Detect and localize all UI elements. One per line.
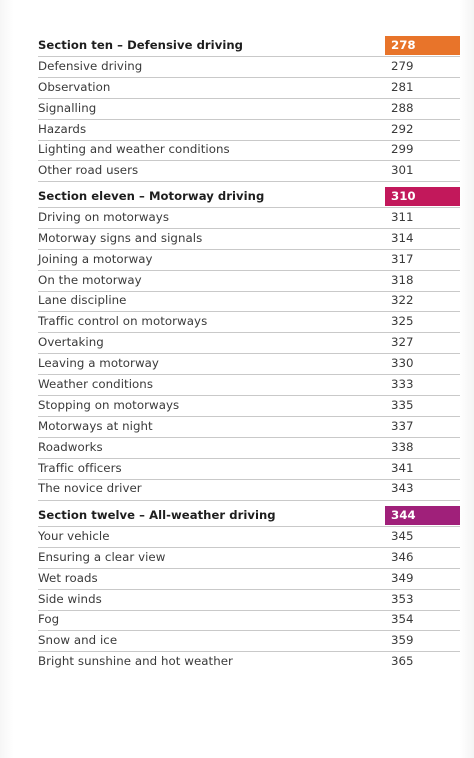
entry-page: 288 xyxy=(391,100,414,115)
entry-page: 343 xyxy=(391,481,414,496)
list-item xyxy=(0,437,474,458)
entry-page: 346 xyxy=(391,549,414,564)
entry-page: 322 xyxy=(391,293,414,308)
list-item xyxy=(0,568,474,589)
entry-label: Lighting and weather conditions xyxy=(38,142,230,157)
entry-label: Roadworks xyxy=(38,439,103,454)
list-item xyxy=(0,290,474,311)
list-item xyxy=(0,589,474,610)
list-item xyxy=(0,119,474,140)
entry-label: Defensive driving xyxy=(38,58,143,73)
list-item xyxy=(0,98,474,119)
entry-page: 349 xyxy=(391,570,414,585)
entry-page: 317 xyxy=(391,251,414,266)
entry-label: Motorways at night xyxy=(38,418,153,433)
entry-label: Motorway signs and signals xyxy=(38,230,203,245)
entry-page: 281 xyxy=(391,79,414,94)
list-item xyxy=(0,395,474,416)
entry-label: On the motorway xyxy=(38,272,142,287)
entry-label: Side winds xyxy=(38,591,102,606)
entry-label: Your vehicle xyxy=(38,528,110,543)
divider xyxy=(38,181,460,182)
entry-page: 341 xyxy=(391,460,414,475)
entry-label: Driving on motorways xyxy=(38,209,170,224)
entry-page: 318 xyxy=(391,272,414,287)
section-ten-page-badge: 278 xyxy=(385,36,460,55)
entry-page: 279 xyxy=(391,58,414,73)
section-twelve-page-badge: 344 xyxy=(385,506,460,525)
entry-label: Weather conditions xyxy=(38,377,154,392)
list-item xyxy=(0,311,474,332)
entry-page: 327 xyxy=(391,335,414,350)
list-item xyxy=(0,270,474,291)
entry-label: Bright sunshine and hot weather xyxy=(38,654,233,669)
entry-page: 353 xyxy=(391,591,414,606)
entry-page: 311 xyxy=(391,209,414,224)
entry-label: Fog xyxy=(38,612,60,627)
list-item xyxy=(0,416,474,437)
divider xyxy=(38,500,460,501)
list-item xyxy=(0,160,474,181)
entry-label: Overtaking xyxy=(38,335,104,350)
entry-label: Joining a motorway xyxy=(38,251,153,266)
entry-label: Snow and ice xyxy=(38,633,118,648)
entry-page: 292 xyxy=(391,121,414,136)
list-item xyxy=(0,374,474,395)
entry-label: Leaving a motorway xyxy=(38,356,159,371)
entry-page: 337 xyxy=(391,418,414,433)
entry-page: 299 xyxy=(391,142,414,157)
list-item xyxy=(0,630,474,651)
entry-label: Hazards xyxy=(38,121,87,136)
section-twelve xyxy=(0,505,474,672)
list-item xyxy=(0,207,474,228)
entry-label: Traffic officers xyxy=(38,460,122,475)
list-item xyxy=(0,139,474,160)
section-eleven xyxy=(0,186,474,499)
entry-page: 335 xyxy=(391,397,414,412)
list-item xyxy=(0,609,474,630)
list-item xyxy=(0,249,474,270)
list-item xyxy=(0,458,474,479)
list-item xyxy=(0,651,474,672)
list-item xyxy=(0,526,474,547)
entry-page: 314 xyxy=(391,230,414,245)
list-item xyxy=(0,478,474,499)
entry-label: Signalling xyxy=(38,100,97,115)
entry-page: 345 xyxy=(391,528,414,543)
entry-label: Wet roads xyxy=(38,570,98,585)
list-item xyxy=(0,77,474,98)
section-eleven-title: Section eleven – Motorway driving xyxy=(38,189,265,203)
section-eleven-header xyxy=(0,186,474,207)
entry-page: 330 xyxy=(391,356,414,371)
entry-page: 333 xyxy=(391,377,414,392)
entry-page: 359 xyxy=(391,633,414,648)
entry-label: Lane discipline xyxy=(38,293,127,308)
entry-page: 338 xyxy=(391,439,414,454)
entry-label: Other road users xyxy=(38,163,139,178)
entry-label: Observation xyxy=(38,79,111,94)
section-ten xyxy=(0,35,474,181)
section-twelve-header xyxy=(0,505,474,526)
entry-label: Traffic control on motorways xyxy=(38,314,208,329)
entry-label: Stopping on motorways xyxy=(38,397,180,412)
section-ten-header xyxy=(0,35,474,56)
entry-page: 325 xyxy=(391,314,414,329)
list-item xyxy=(0,228,474,249)
entry-label: The novice driver xyxy=(38,481,142,496)
list-item xyxy=(0,353,474,374)
section-ten-title: Section ten – Defensive driving xyxy=(38,38,243,52)
list-item xyxy=(0,56,474,77)
section-twelve-title: Section twelve – All-weather driving xyxy=(38,508,276,522)
list-item xyxy=(0,547,474,568)
entry-page: 301 xyxy=(391,163,414,178)
entry-page: 365 xyxy=(391,654,414,669)
section-eleven-page-badge: 310 xyxy=(385,187,460,206)
entry-page: 354 xyxy=(391,612,414,627)
list-item xyxy=(0,332,474,353)
entry-label: Ensuring a clear view xyxy=(38,549,166,564)
